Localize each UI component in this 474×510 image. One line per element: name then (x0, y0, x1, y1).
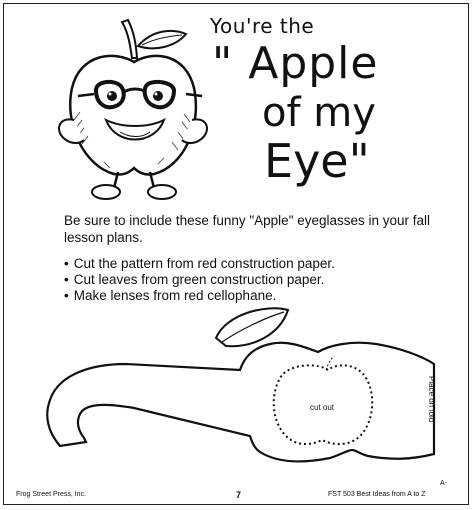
frame-outline (47, 343, 434, 462)
footer-page-letter: A- (440, 480, 447, 487)
title-line-2: " Apple (212, 38, 379, 89)
apple-character-illustration (44, 16, 222, 206)
title-line-4: Eye" (264, 134, 370, 188)
list-item: • Cut leaves from green construction paper. (64, 272, 454, 288)
list-item: • Cut the pattern from red construction paper. (64, 256, 454, 272)
footer-book-title: FST 503 Best Ideas from A to Z (328, 491, 426, 498)
intro-text: Be sure to include these funny "Apple" eyeglasses in your fall lesson plans. (64, 213, 431, 245)
worksheet-page (3, 3, 469, 505)
title-line-1: You're the (210, 14, 315, 38)
list-item: • Make lenses from red cellophane. (64, 288, 454, 304)
cut-out-label: cut out (310, 403, 335, 412)
worksheet-title (200, 8, 468, 198)
footer-publisher: Frog Street Press, Inc. (16, 491, 87, 498)
fold-label: Place on fold (427, 376, 436, 423)
instruction-list (64, 256, 454, 304)
eyeglasses-pattern (30, 304, 450, 474)
footer-page-number: 7 (236, 490, 242, 500)
title-line-3: of my (262, 90, 376, 136)
